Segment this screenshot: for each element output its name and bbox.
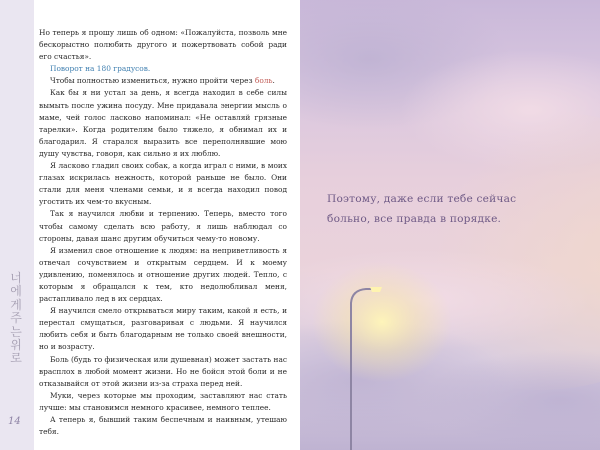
title-char: 는 bbox=[10, 324, 22, 339]
quote-line: Поэтому, даже если тебе сейчас bbox=[327, 193, 517, 205]
paragraph: Как бы я ни устал за день, я всегда находил в себе силы вымыть после ужина посуду. Мне придавала энергии мысль о маме, чей голос ласково напоминал: «Не оставляй грязные тарелки». Когда родителям было тяжело, я обнимал их и благодарил. Я старался выразить все переполнявшие мою душу чувства, говоря, как сильно я их люблю. bbox=[39, 88, 287, 158]
paragraph: Я научился смело открываться миру таким, какой я есть, и перестал смущаться, разговаривая с людьми. Я научился любить себя и быть благодарным не только своей внешности, но и возрасту. bbox=[39, 306, 287, 352]
title-char: 게 bbox=[10, 297, 22, 312]
pain-punct: . bbox=[272, 76, 275, 86]
quote-line: больно, все правда в порядке. bbox=[327, 213, 502, 225]
paragraph: Так я научился любви и терпению. Теперь, вместо того чтобы самому сделать всю работу, я лишь наблюдал со стороны, давая шанс другим обучиться чему-то новому. bbox=[39, 209, 287, 243]
intro-paragraph: Но теперь я прошу лишь об одном: «Пожалуйста, позволь мне бескорыстно полюбить другого и пожертвовать собой ради его счастья». bbox=[39, 28, 287, 62]
street-lamp-head bbox=[370, 287, 382, 292]
quote-text bbox=[327, 189, 587, 229]
paragraph: А теперь я, бывший таким беспечным и наивным, утешаю тебя. bbox=[39, 415, 287, 437]
pain-text: Чтобы полностью измениться, нужно пройти через bbox=[50, 76, 255, 86]
title-char: 주 bbox=[10, 311, 22, 326]
paragraph: Я изменил свое отношение к людям: на неприветливость я отвечал сочувствием и открытым сердцем. И к моему удивлению, поменялось и отношение других людей. Тепло, с которым я обращался к тем, кто недолюбливал меня, растапливало лед в их сердцах. bbox=[39, 245, 287, 304]
body-text bbox=[39, 27, 287, 438]
section-heading: Поворот на 180 градусов. bbox=[50, 64, 151, 74]
title-char: 에 bbox=[10, 284, 22, 299]
paragraph: Муки, через которые мы проходим, заставляют нас стать лучше: мы становимся немного красивее, немного теплее. bbox=[39, 390, 287, 412]
title-char: 너 bbox=[10, 271, 22, 285]
lamp-glow bbox=[312, 262, 452, 382]
page-number: 14 bbox=[8, 416, 21, 427]
paragraph: Боль (будь то физическая или душевная) может застать нас врасплох в любой момент жизни. Но не бойся этой боли и не отказывайся от этой жизни из-за страха перед ней. bbox=[39, 354, 287, 388]
paragraph-pain bbox=[39, 75, 287, 87]
left-margin-band bbox=[0, 0, 34, 450]
paragraph: Я ласково гладил своих собак, а когда играл с ними, в моих глазах искрилась нежность, которой раньше не было. Они стали для меня членами семьи, и я всегда находил повод угостить их чем-то вкусным. bbox=[39, 161, 287, 207]
title-char: 로 bbox=[10, 351, 22, 366]
pain-accent-word: боль bbox=[254, 76, 273, 86]
vertical-book-title bbox=[4, 272, 28, 366]
title-char: 위 bbox=[10, 338, 22, 353]
